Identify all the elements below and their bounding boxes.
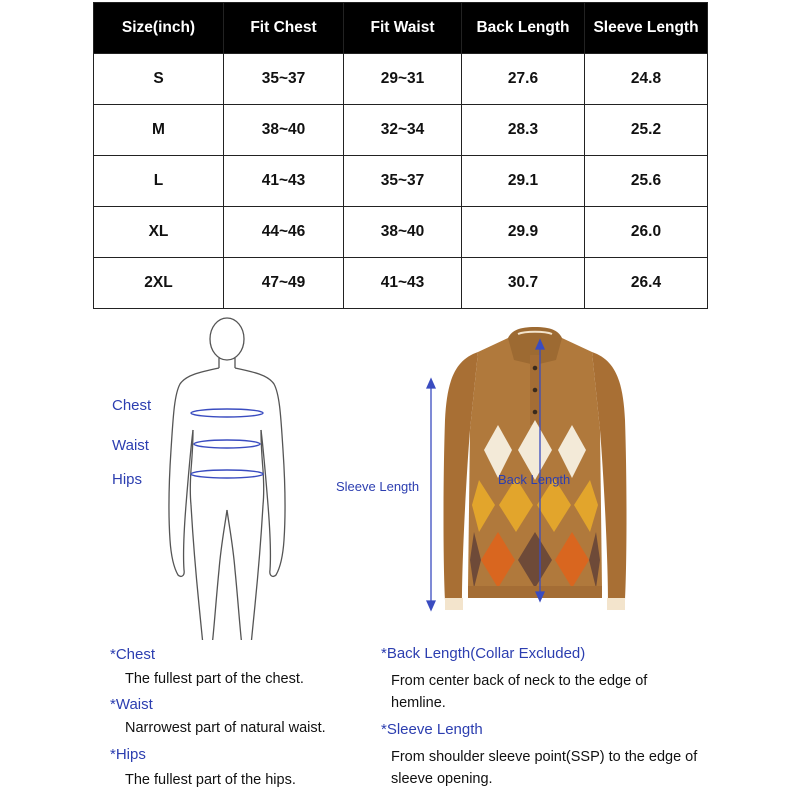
sleeve-length-label: Sleeve Length (336, 479, 420, 494)
hips-band (191, 470, 263, 478)
table-cell: 41~43 (344, 258, 462, 309)
table-cell: 30.7 (462, 258, 585, 309)
table-cell: M (94, 105, 224, 156)
back-length-definition-title: *Back Length(Collar Excluded) (381, 645, 586, 662)
table-row (94, 258, 708, 309)
chest-band (191, 409, 263, 417)
body-outline-figure (169, 318, 285, 640)
table-cell: 35~37 (224, 54, 344, 105)
sweater-illustration (444, 327, 627, 610)
table-cell: 29.1 (462, 156, 585, 207)
header-back-length: Back Length (462, 3, 585, 54)
hips-definition-text: The fullest part of the hips. (125, 772, 296, 788)
table-cell: 35~37 (344, 156, 462, 207)
table-cell: 24.8 (585, 54, 708, 105)
header-fit-waist: Fit Waist (344, 3, 462, 54)
waist-definition-text: Narrowest part of natural waist. (125, 720, 326, 736)
table-cell: 26.0 (585, 207, 708, 258)
table-cell: 38~40 (344, 207, 462, 258)
table-cell: 25.6 (585, 156, 708, 207)
table-cell: 26.4 (585, 258, 708, 309)
chest-label: Chest (112, 397, 152, 414)
table-cell: 44~46 (224, 207, 344, 258)
size-chart-header-row (94, 3, 708, 54)
table-cell: 27.6 (462, 54, 585, 105)
waist-definition-title: *Waist (110, 696, 153, 713)
back-length-label: Back Length (498, 472, 571, 487)
table-cell: XL (94, 207, 224, 258)
table-cell: 38~40 (224, 105, 344, 156)
chest-definition-title: *Chest (110, 646, 156, 663)
table-cell: 47~49 (224, 258, 344, 309)
back-length-definition-text: From center back of neck to the edge of hemline. (391, 673, 648, 711)
header-size: Size(inch) (94, 3, 224, 54)
table-row (94, 54, 708, 105)
sleeve-length-definition-text: From shoulder sleeve point(SSP) to the edge of sleeve opening. (391, 749, 698, 787)
measurement-bands (191, 409, 263, 478)
header-fit-chest: Fit Chest (224, 3, 344, 54)
table-cell: 2XL (94, 258, 224, 309)
sleeve-length-definition-title: *Sleeve Length (381, 721, 483, 738)
chest-definition-text: The fullest part of the chest. (125, 671, 304, 687)
table-cell: 28.3 (462, 105, 585, 156)
table-row (94, 105, 708, 156)
hips-definition-title: *Hips (110, 746, 146, 763)
table-cell: 29.9 (462, 207, 585, 258)
table-cell: L (94, 156, 224, 207)
table-cell: S (94, 54, 224, 105)
table-cell: 25.2 (585, 105, 708, 156)
size-chart-table (93, 2, 708, 309)
waist-band (194, 440, 260, 448)
table-row (94, 156, 708, 207)
hips-label: Hips (112, 471, 143, 488)
table-row (94, 207, 708, 258)
table-cell: 32~34 (344, 105, 462, 156)
header-sleeve-length: Sleeve Length (585, 3, 708, 54)
table-cell: 41~43 (224, 156, 344, 207)
waist-label: Waist (112, 437, 149, 454)
table-cell: 29~31 (344, 54, 462, 105)
